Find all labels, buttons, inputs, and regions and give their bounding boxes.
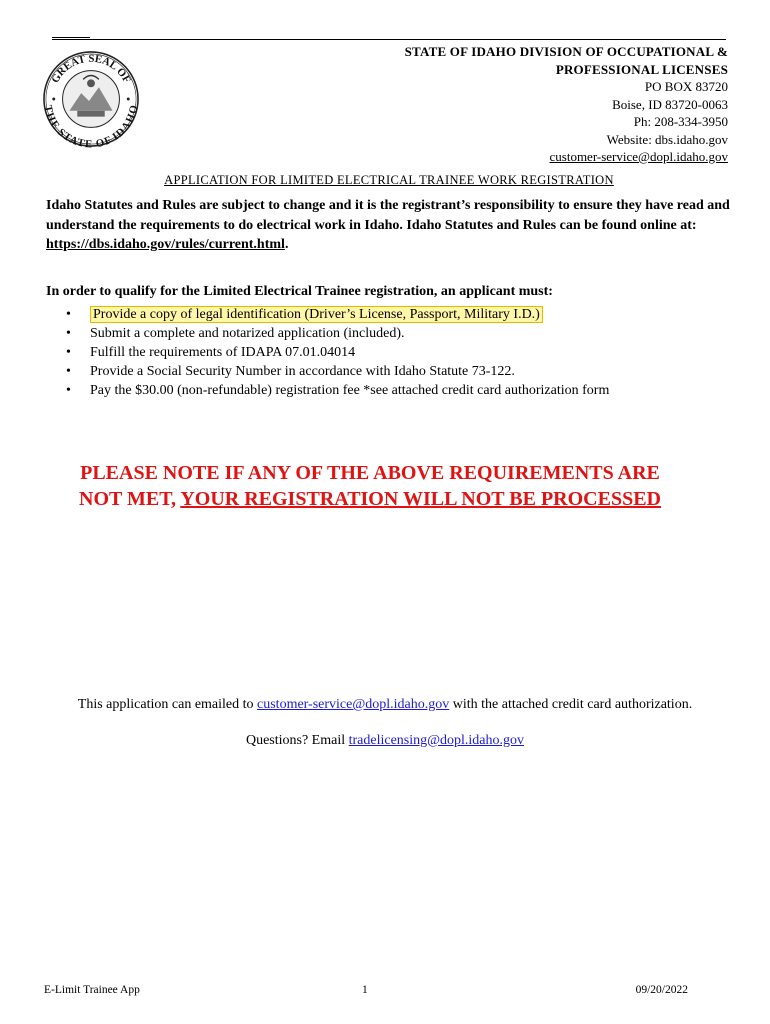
list-item	[46, 324, 609, 343]
top-rule-short	[52, 37, 90, 38]
city-address: Boise, ID 83720-0063	[612, 96, 728, 112]
qualify-heading: In order to qualify for the Limited Electrical Trainee registration, an applicant must:	[46, 284, 553, 299]
phone-number: Ph: 208-334-3950	[633, 114, 728, 129]
list-item	[46, 305, 609, 324]
intro-end: .	[284, 237, 289, 252]
requirement-text: Provide a Social Security Number in accordance with Idaho Statute 73-122.	[90, 364, 515, 379]
list-item	[46, 381, 609, 400]
agency-name-line1: STATE OF IDAHO DIVISION OF OCCUPATIONAL &	[404, 44, 728, 59]
footer-document-name: E-Limit Trainee App	[44, 984, 140, 996]
customer-service-email-link[interactable]: customer-service@dopl.idaho.gov	[257, 697, 450, 712]
list-item	[46, 362, 609, 381]
requirement-text: Pay the $30.00 (non-refundable) registration fee *see attached credit card authorization form	[90, 383, 610, 398]
requirement-text: Submit a complete and notarized application (included).	[90, 326, 405, 341]
bullet: •	[66, 307, 71, 322]
footer-page-number: 1	[362, 984, 368, 996]
bullet: •	[66, 364, 71, 379]
rules-url-link[interactable]: https://dbs.idaho.gov/rules/current.html	[46, 237, 285, 252]
idaho-state-seal-logo	[42, 50, 140, 148]
website: Website: dbs.idaho.gov	[606, 131, 728, 147]
requirements-list	[46, 305, 609, 400]
highlighted-requirement: Provide a copy of legal identification (Driver’s License, Passport, Military I.D.)	[90, 306, 543, 323]
agency-header	[405, 43, 728, 166]
warning-notice	[0, 460, 740, 512]
intro-text: Idaho Statutes and Rules are subject to change and it is the registrant’s responsibility to ensure they have read and understand the requirements to do electrical work in Idaho. Idaho Statutes and Rules can be found online at:	[46, 198, 730, 233]
bullet: •	[66, 383, 71, 398]
bullet: •	[66, 326, 71, 341]
po-box: PO BOX 83720	[644, 79, 728, 94]
header-email-link[interactable]: customer-service@dopl.idaho.gov	[549, 149, 728, 164]
requirement-text: Fulfill the requirements of IDAPA 07.01.04014	[90, 345, 356, 360]
footer-date: 09/20/2022	[635, 984, 688, 996]
tradelicensing-email-link[interactable]: tradelicensing@dopl.idaho.gov	[348, 733, 525, 748]
warning-line2-prefix: NOT MET,	[79, 488, 181, 510]
warning-line1: PLEASE NOTE IF ANY OF THE ABOVE REQUIREMENTS ARE	[80, 462, 660, 484]
svg-text:THE STATE OF IDAHO: THE STATE OF IDAHO	[42, 104, 140, 148]
top-rule	[52, 39, 726, 40]
questions-line	[0, 733, 770, 749]
questions-prefix: Questions? Email	[245, 733, 349, 748]
bullet: •	[66, 345, 71, 360]
email-instructions	[0, 697, 770, 713]
application-title: APPLICATION FOR LIMITED ELECTRICAL TRAINEE WORK REGISTRATION	[164, 173, 614, 187]
agency-name-line2: PROFESSIONAL LICENSES	[555, 61, 728, 77]
svg-text:GREAT SEAL OF: GREAT SEAL OF	[49, 52, 133, 86]
warning-line2	[0, 486, 740, 512]
warning-line2-underlined: YOUR REGISTRATION WILL NOT BE PROCESSED	[180, 488, 661, 510]
email-instructions-suffix: with the attached credit card authorization.	[449, 697, 693, 712]
email-instructions-prefix: This application can emailed to	[77, 697, 258, 712]
intro-paragraph	[46, 196, 736, 255]
list-item	[46, 343, 609, 362]
